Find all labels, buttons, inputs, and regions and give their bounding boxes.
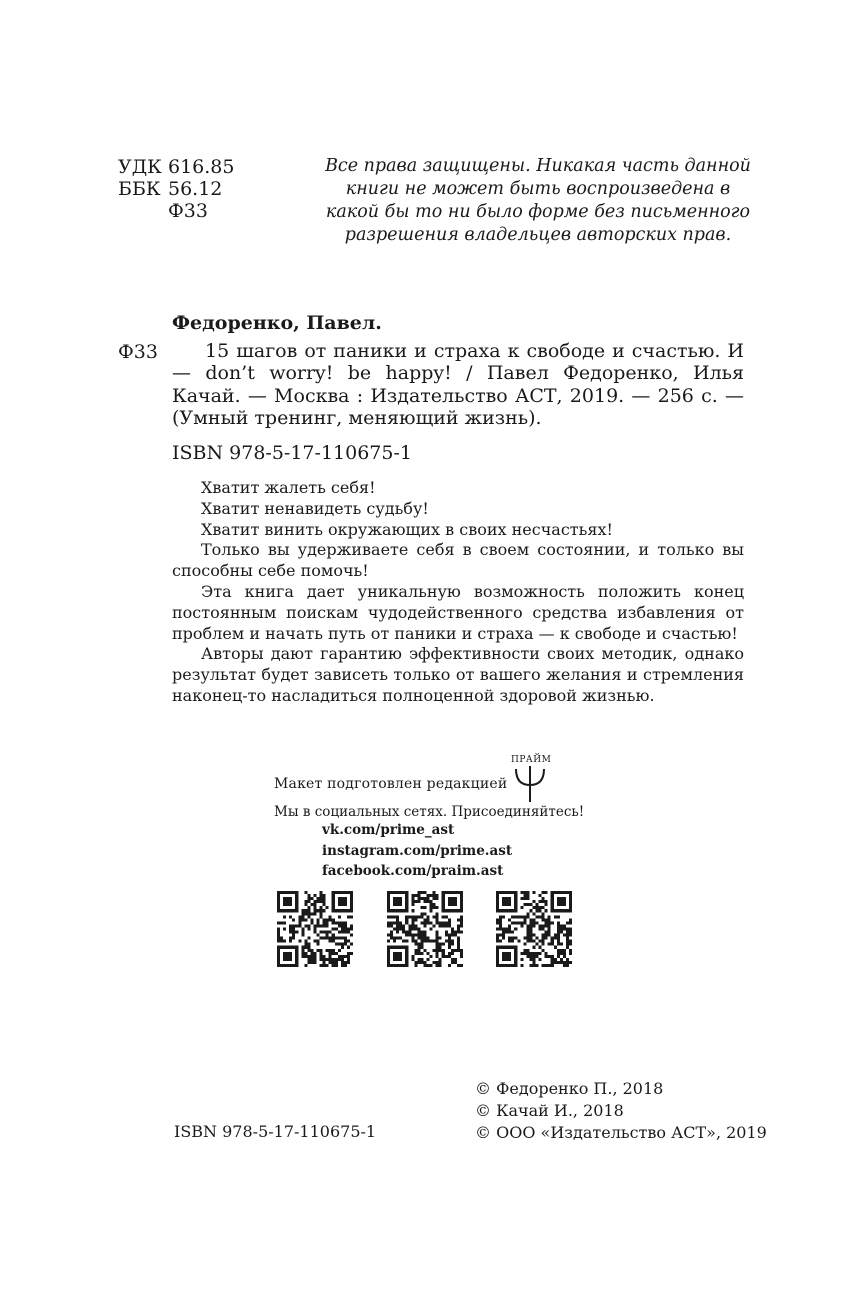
vk-link[interactable]: vk.com/prime_ast [322, 822, 455, 838]
author-code: Ф33 [118, 341, 158, 363]
social-links [322, 820, 512, 882]
udk-value: 616.85 [168, 156, 235, 178]
isbn-bottom: ISBN 978-5-17-110675-1 [174, 1122, 377, 1141]
social-title: Мы в социальных сетях. Присоединяйтесь! [274, 804, 585, 820]
author-heading: Федоренко, Павел. [172, 312, 382, 334]
instagram-link[interactable]: instagram.com/prime.ast [322, 842, 513, 859]
annotation-paragraph: Хватит жалеть себя! [201, 478, 376, 497]
facebook-link[interactable]: facebook.com/praim.ast [322, 863, 504, 879]
copyright-block [475, 1078, 767, 1144]
facebook-qr-code-icon[interactable] [496, 891, 572, 967]
author-mark: Ф33 [168, 200, 208, 222]
udk-label: УДК [118, 156, 162, 178]
isbn-line: ISBN 978-5-17-110675-1 [172, 442, 412, 464]
annotation-paragraph: Хватит ненавидеть судьбу! [201, 498, 429, 518]
prime-logo-text: ПРАЙМ [511, 755, 552, 765]
copyright-line: © ООО «Издательство АСТ», 2019 [475, 1123, 767, 1142]
annotation-paragraph: Хватит винить окружающих в своих несчастьях! [201, 519, 613, 539]
rights-notice: Все права защищены. Никакая часть данной книги не может быть воспроизведена в какой бы то ни было форме без письменного разрешения владельцев авторских прав. [325, 156, 751, 245]
annotation-paragraph: Только вы удерживаете себя в своем состоянии, и только вы способны себе помочь! [172, 540, 744, 581]
annotation [172, 478, 744, 707]
prepared-by: Макет подготовлен редакцией [274, 776, 508, 792]
copyright-line: © Качай И., 2018 [475, 1101, 624, 1120]
bbk-label: ББК [118, 178, 161, 200]
bbk-value: 56.12 [168, 178, 223, 200]
bibliographic-entry: 15 шагов от паники и страха к свободе и счастью. И — don’t worry! be happy! / Павел Федоренко, Илья Качай. — Москва : Издательство АСТ, 2019. — 256 с. — (Умный тренинг, меняющий жизнь). [172, 340, 744, 429]
vk-qr-code-icon[interactable] [277, 891, 353, 967]
prime-psi-icon [512, 765, 548, 803]
instagram-qr-code-icon[interactable] [387, 891, 463, 967]
annotation-paragraph: Авторы дают гарантию эффективности своих методик, однако результат будет зависеть только от вашего желания и стремления наконец-то насладиться полноценной здоровой жизнью. [172, 644, 744, 705]
annotation-paragraph: Эта книга дает уникальную возможность положить конец постоянным поискам чудодейственного средства избавления от проблем и начать путь от паники и страха — к свободе и счастью! [172, 581, 744, 643]
classification-block [118, 156, 234, 222]
copyright-line: © Федоренко П., 2018 [475, 1079, 664, 1098]
